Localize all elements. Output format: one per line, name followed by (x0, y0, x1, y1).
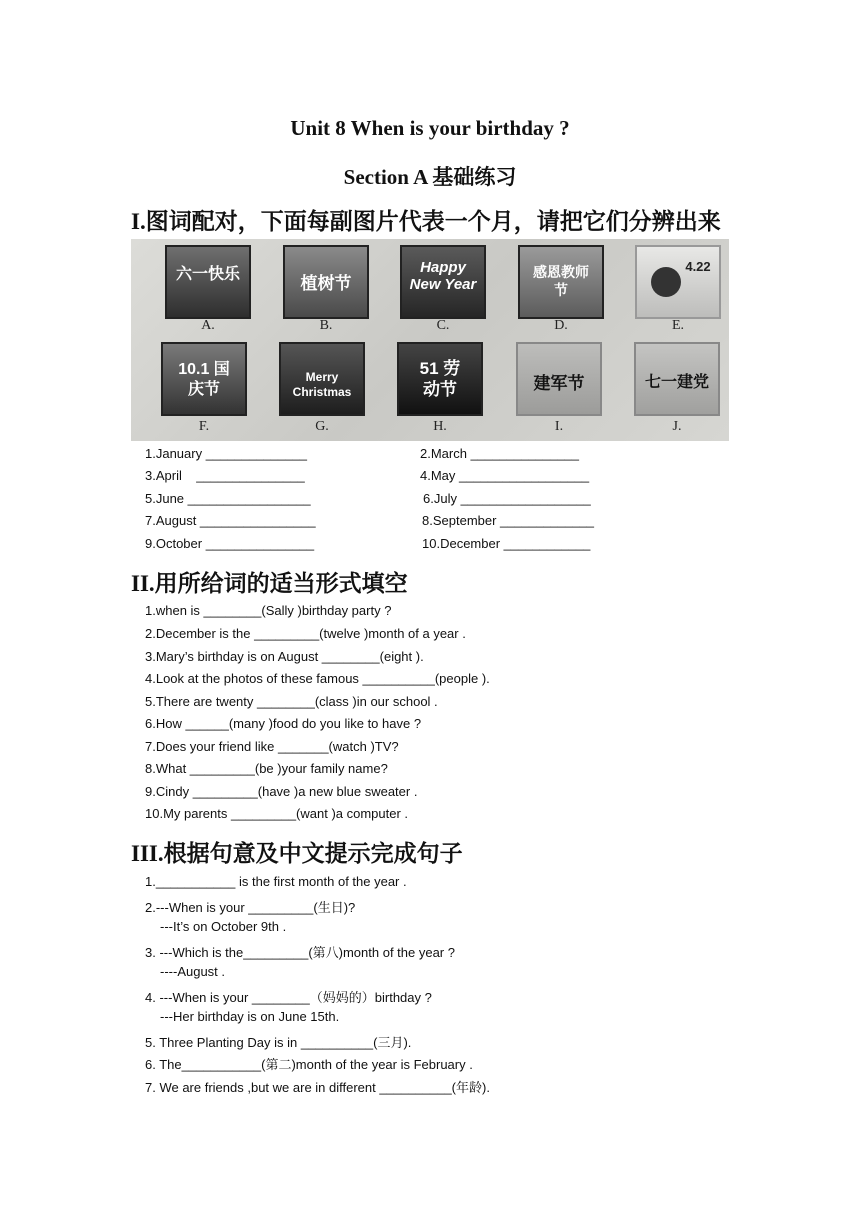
section2-heading: II.用所给词的适当形式填空 (131, 571, 408, 596)
month-item-3: 3.April _______________ (145, 468, 305, 483)
picture-j (634, 342, 720, 416)
month-item-6: 6.July __________________ (423, 491, 591, 506)
picture-f-caption: 10.1 国庆节 (178, 361, 230, 398)
sentence-item-4-answer: ---Her birthday is on June 15th. (160, 1009, 340, 1024)
picture-d-caption: 感恩教师节 (533, 264, 589, 298)
picture-e (635, 245, 721, 319)
sentence-item-5: 5. Three Planting Day is in __________(三月). (145, 1035, 412, 1050)
section1-heading: I.图词配对，下面每副图片代表一个月，请把它们分辨出来 (131, 209, 721, 234)
picture-h (397, 342, 483, 416)
sentence-item-3-answer: ----August . (160, 964, 226, 979)
holiday-picture-sheet (131, 239, 729, 441)
sentence-item-1: 1.___________ is the first month of the year . (145, 874, 407, 889)
picture-d (518, 245, 604, 319)
picture-c (400, 245, 486, 319)
month-item-4: 4.May __________________ (420, 468, 590, 483)
fill-in-item-4: 4.Look at the photos of these famous __________(people ). (145, 671, 490, 686)
fill-in-item-6: 6.How ______(many )food do you like to have ? (145, 716, 422, 731)
picture-e-caption: 4.22 (685, 259, 711, 274)
fill-in-item-9: 9.Cindy _________(have )a new blue sweater . (145, 784, 418, 799)
picture-i-caption: 建军节 (533, 374, 585, 393)
sentence-item-3: 3. ---Which is the_________(第八)month of the year ? (145, 945, 455, 960)
month-item-7: 7.August ________________ (145, 513, 316, 528)
sentence-item-2-answer: ---It’s on October 9th . (160, 919, 287, 934)
sentence-item-7: 7. We are friends ,but we are in different __________(年龄). (145, 1080, 490, 1095)
picture-d-label: D. (554, 318, 568, 333)
month-item-2: 2.March _______________ (420, 446, 580, 461)
picture-f-label: F. (198, 419, 210, 434)
picture-i-label: I. (554, 419, 564, 434)
picture-g-caption: Merry Christmas (292, 370, 352, 399)
picture-j-caption: 七一建党 (644, 374, 709, 391)
picture-a (165, 245, 251, 319)
picture-b-label: B. (319, 318, 333, 333)
page-title: Unit 8 When is your birthday ? (290, 116, 570, 140)
month-item-1: 1.January ______________ (145, 446, 307, 461)
picture-c-label: C. (436, 318, 450, 333)
picture-a-caption: 六一快乐 (175, 266, 240, 283)
fill-in-item-5: 5.There are twenty ________(class )in our school . (145, 694, 438, 709)
fill-in-item-10: 10.My parents _________(want )a computer . (145, 806, 409, 821)
picture-f (161, 342, 247, 416)
picture-a-label: A. (201, 318, 215, 333)
picture-g (279, 342, 365, 416)
sentence-item-2: 2.---When is your _________(生日)? (145, 900, 356, 915)
fill-in-item-7: 7.Does your friend like _______(watch )TV? (145, 739, 399, 754)
picture-h-caption: 51 劳动节 (419, 359, 461, 399)
sentence-item-6: 6. The___________(第二)month of the year is February . (145, 1057, 473, 1072)
fill-in-item-3: 3.Mary’s birthday is on August ________(eight ). (145, 649, 424, 664)
page-subtitle: Section A 基础练习 (343, 165, 517, 189)
section3-heading: III.根据句意及中文提示完成句子 (131, 841, 463, 866)
fill-in-item-8: 8.What _________(be )your family name? (145, 761, 388, 776)
picture-i (516, 342, 602, 416)
picture-e-label: E. (671, 318, 685, 333)
picture-h-label: H. (433, 419, 447, 434)
picture-g-label: G. (315, 419, 329, 434)
picture-c-caption: Happy New Year (409, 259, 477, 293)
sentence-item-4: 4. ---When is your ________（妈妈的）birthday ? (145, 990, 432, 1005)
fill-in-item-2: 2.December is the _________(twelve )month of a year . (145, 626, 466, 641)
picture-b (283, 245, 369, 319)
fill-in-item-1: 1.when is ________(Sally )birthday party ? (145, 603, 392, 618)
month-item-9: 9.October _______________ (145, 536, 315, 551)
picture-b-caption: 植树节 (300, 274, 352, 293)
month-item-5: 5.June _________________ (145, 491, 311, 506)
month-item-10: 10.December ____________ (422, 536, 591, 551)
picture-j-label: J. (672, 419, 682, 434)
month-item-8: 8.September _____________ (422, 513, 595, 528)
